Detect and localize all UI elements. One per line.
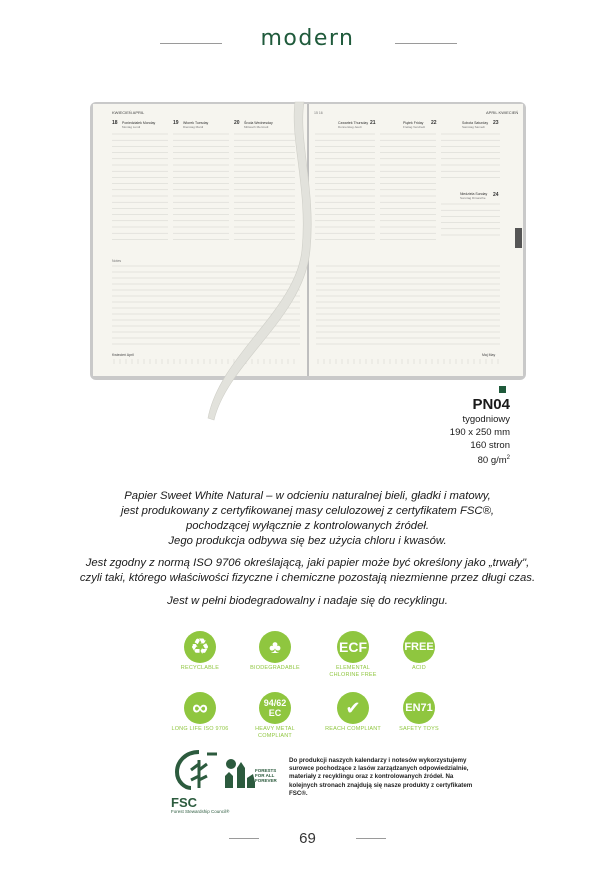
week-number: 15 16 xyxy=(314,111,323,115)
bottom-right-label: Maj May xyxy=(482,353,496,357)
color-swatch xyxy=(499,386,506,393)
paper-weight-exp: 2 xyxy=(506,455,510,461)
day-num-18: 18 xyxy=(112,120,118,126)
day-name-21: Czwartek Thursday xyxy=(338,121,369,125)
reach-icon: ✔ xyxy=(337,692,369,724)
long-life-icon: ∞ xyxy=(184,692,216,724)
product-code: PN04 xyxy=(472,396,510,413)
right-page xyxy=(309,104,523,376)
badge-label: BIODEGRADABLE xyxy=(250,665,300,671)
notes-label: Notes xyxy=(112,259,122,263)
acid-free-icon: FREE xyxy=(403,631,435,663)
paper-weight-value: 80 g/m xyxy=(477,455,507,467)
paper-description xyxy=(40,489,575,549)
day-num-22: 22 xyxy=(431,120,437,126)
heavy-metal-icon: 94/62 EC xyxy=(259,692,291,724)
planner-image xyxy=(90,100,530,430)
day-num-21: 21 xyxy=(370,120,376,126)
day-name-20: Środa Wednesday xyxy=(244,121,273,125)
left-month-label: KWIECIEŃ APRIL xyxy=(112,110,145,115)
day-name-18: Poniedziałek Monday xyxy=(122,121,156,125)
left-page xyxy=(93,104,307,376)
product-size: 190 x 250 mm xyxy=(449,427,510,438)
product-paper-weight xyxy=(478,453,510,466)
fsc-logo-text: FSC xyxy=(171,795,197,810)
badge-long-life xyxy=(170,692,230,733)
product-pages: 160 stron xyxy=(470,440,510,451)
right-month-label: APRIL KWIECIEŃ xyxy=(486,110,519,115)
day-name-24: Niedziela Sunday xyxy=(460,192,488,196)
paper-line: Jego produkcja odbywa się bez użycia chloru i kwasów. xyxy=(168,535,447,547)
day-name-22: Piątek Friday xyxy=(403,121,424,125)
day-sub-23: Samstag Samedi xyxy=(462,125,485,129)
day-num-24: 24 xyxy=(493,192,499,198)
ecf-icon: ECF xyxy=(337,631,369,663)
day-sub-21: Donnerstag Jeudi xyxy=(338,125,362,129)
day-sub-24: Sonntag Dimanche xyxy=(460,196,486,200)
badge-label: SAFETY TOYS xyxy=(399,726,439,732)
badge-label: ACID xyxy=(412,665,426,671)
product-type: tygodniowy xyxy=(462,414,510,425)
day-sub-22: Freitag Vendredi xyxy=(403,125,426,129)
biodegradable-icon: ♣ xyxy=(259,631,291,663)
page-title: modern xyxy=(260,26,355,51)
forests-text: FORESTS FOR ALL FOREVER xyxy=(255,768,277,783)
iso-description xyxy=(40,556,575,586)
day-sub-20: Mittwoch Mercredi xyxy=(244,125,269,129)
badge-label: ELEMENTAL CHLORINE FREE xyxy=(329,665,377,678)
badge-recyclable xyxy=(170,631,230,672)
badge-label: HEAVY METAL COMPLIANT xyxy=(255,726,295,739)
day-sub-18: Montag Lundi xyxy=(122,125,141,129)
day-name-23: Sobota Saturday xyxy=(462,121,489,125)
day-num-23: 23 xyxy=(493,120,499,126)
day-sub-19: Dienstag Mardi xyxy=(183,125,204,129)
footer-rule-right xyxy=(356,838,386,839)
day-num-20: 20 xyxy=(234,120,240,126)
forests-for-all-logo xyxy=(219,752,277,802)
day-num-19: 19 xyxy=(173,120,179,126)
iso-line: czyli taki, którego właściwości fizyczne i chemiczne pozostają niezmienne przez długi czas. xyxy=(79,572,536,584)
en71-icon: EN71 xyxy=(403,692,435,724)
badge-label: LONG LIFE ISO 9706 xyxy=(171,726,229,732)
bottom-left-label: Kwiecień April xyxy=(112,353,134,357)
badge-heavy-metal xyxy=(245,692,305,739)
paper-line: jest produkowany z certyfikowanej masy celulozowej z certyfikatem FSC®, xyxy=(120,505,495,517)
badge-biodegradable xyxy=(245,631,305,672)
biodegradable-note: Jest w pełni biodegradowalny i nadaje się do recyklingu. xyxy=(167,595,448,607)
elastic-band xyxy=(515,228,522,248)
badge-acid-free xyxy=(389,631,449,672)
badge-ecf xyxy=(323,631,383,678)
badge-en71 xyxy=(389,692,449,733)
iso-line: Jest zgodny z normą ISO 9706 określającą, jaki papier może być określony jako „trwały", xyxy=(85,557,530,569)
badge-label: REACH COMPLIANT xyxy=(325,726,381,732)
paper-line: Papier Sweet White Natural – w odcieniu naturalnej bieli, gładki i matowy, xyxy=(124,490,491,502)
header-rule-right xyxy=(395,43,457,44)
paper-line: pochodzącej wyłącznie z kontrolowanych źródeł. xyxy=(185,520,429,532)
recycle-icon: ♻ xyxy=(184,631,216,663)
page-number: 69 xyxy=(299,830,316,847)
forest-animals-icon xyxy=(219,752,259,792)
badge-label: RECYCLABLE xyxy=(180,665,220,671)
badge-reach xyxy=(323,692,383,733)
fsc-caption: Forest Stewardship Council® xyxy=(171,809,230,814)
fsc-description: Do produkcji naszych kalendarzy i notesów wykorzystujemy surowce pochodzące z lasów zarządzanych odpowiedzialnie, materiały z recyklingu oraz z kontrolowanych źródeł. Na kolejnych stronach znajdują się nasze produkty z certyfikatem FSC®. xyxy=(289,757,473,797)
day-name-19: Wtorek Tuesday xyxy=(183,121,209,125)
